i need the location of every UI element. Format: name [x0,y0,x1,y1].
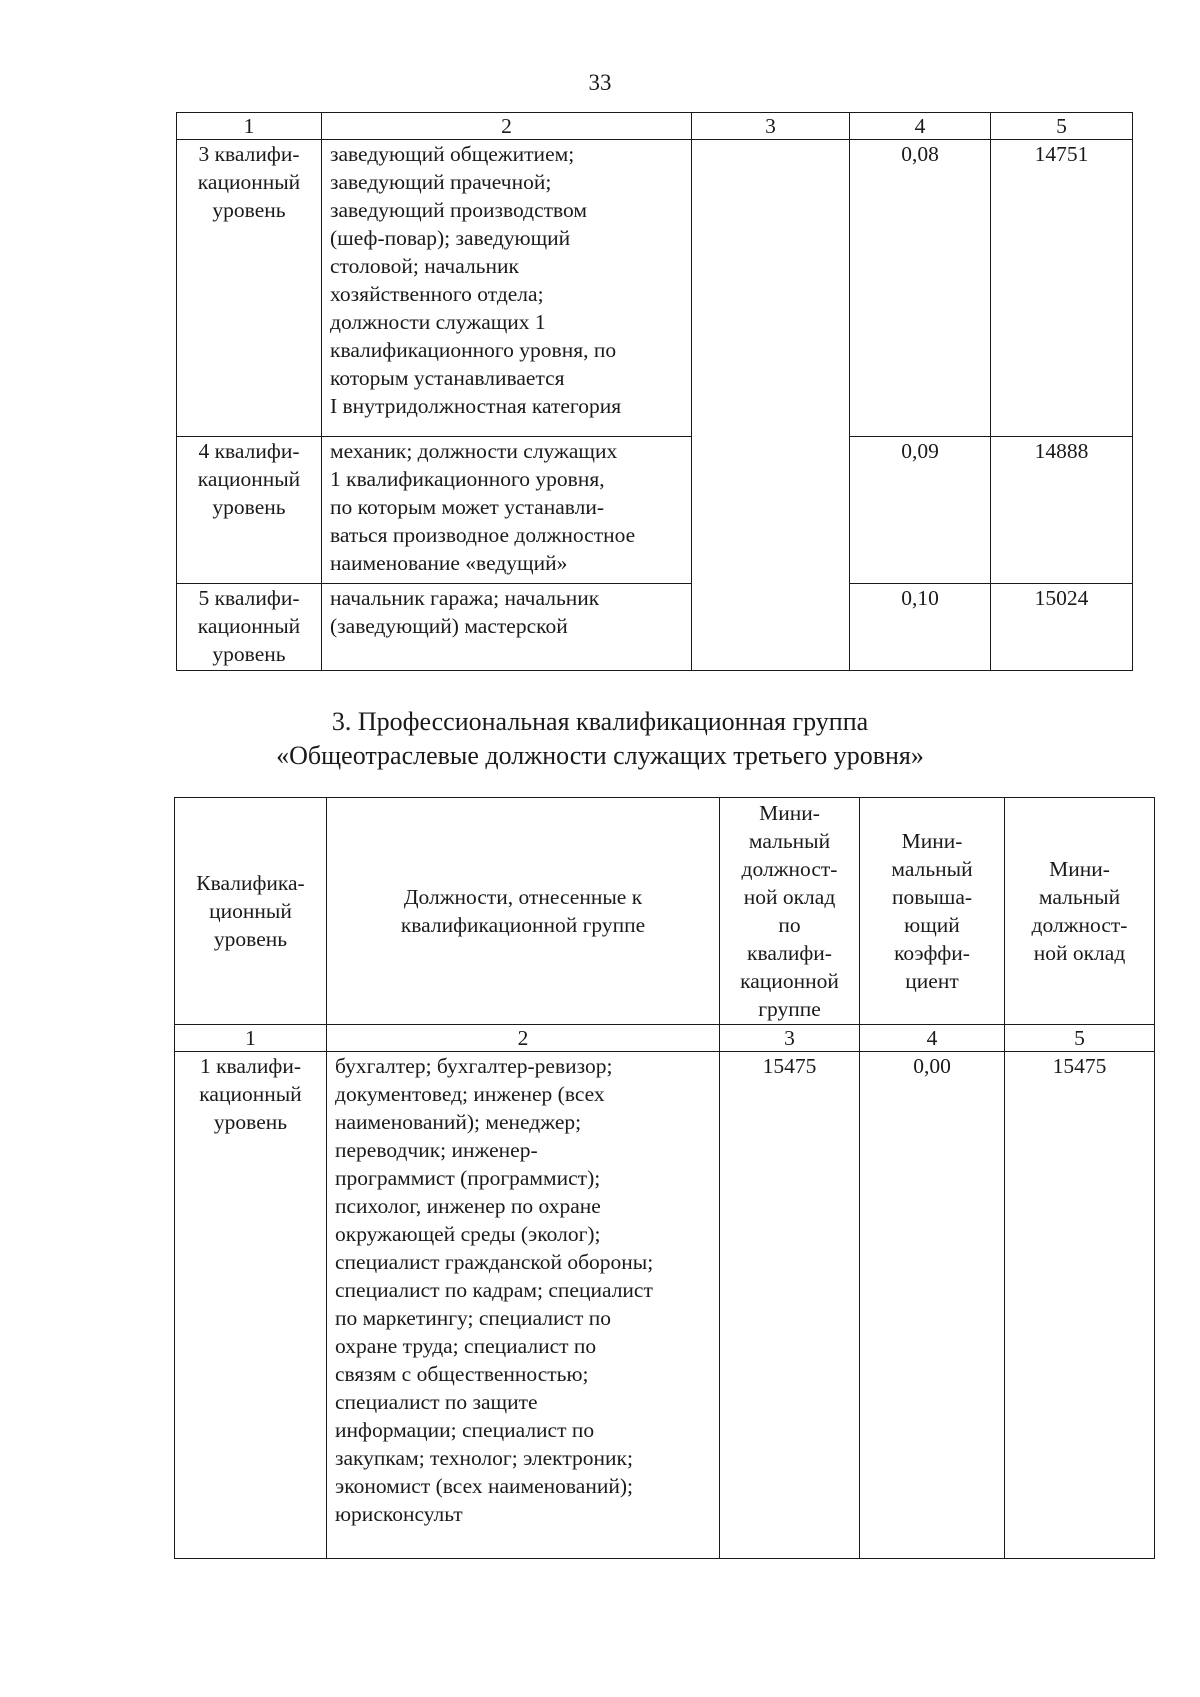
col-number: 2 [322,113,692,140]
salary-cell: 14751 [991,140,1133,437]
col-number: 5 [991,113,1133,140]
salary-cell: 14888 [991,437,1133,584]
positions-cell: начальник гаража; начальник (заведующий) мастерской [322,584,692,671]
header-qualification-level: Квалифика- ционный уровень [175,798,327,1025]
header-positions: Должности, отнесенные к квалификационной группе [327,798,720,1025]
positions-cell: заведующий общежитием; заведующий прачечной; заведующий производством (шеф-повар); заведующий столовой; начальник хозяйственного отдела; должности служащих 1 квалификационного уровня, по которым устанавливается I внутридолжностная категория [322,140,692,437]
header-row [175,798,1155,1025]
coefficient-cell: 0,00 [860,1052,1005,1559]
salary-cell: 15024 [991,584,1133,671]
table-row [177,140,1133,437]
coefficient-cell: 0,09 [850,437,991,584]
col-number: 1 [177,113,322,140]
section-title-line2: «Общеотраслевые должности служащих третьего уровня» [276,741,924,770]
page-number: 33 [588,70,612,95]
header-base-salary: Мини- мальный должност- ной оклад по квалифи- кационной группе [720,798,860,1025]
col-number: 2 [327,1025,720,1052]
qualification-level: 5 квалифи- кационный уровень [177,584,322,671]
col-number: 1 [175,1025,327,1052]
qualification-level: 1 квалифи- кационный уровень [175,1052,327,1559]
coefficient-cell: 0,08 [850,140,991,437]
col-number: 5 [1005,1025,1155,1052]
col-number: 3 [692,113,850,140]
qualification-table-group3 [174,797,1155,1559]
qualification-level: 4 квалифи- кационный уровень [177,437,322,584]
table-row [177,437,1133,584]
base-salary-cell: 15475 [720,1052,860,1559]
col-number: 3 [720,1025,860,1052]
coefficient-cell: 0,10 [850,584,991,671]
col-number: 4 [850,113,991,140]
column-number-row [177,113,1133,140]
column-number-row [175,1025,1155,1052]
qualification-table-continued [176,112,1133,671]
table-row [177,584,1133,671]
empty-column-3 [692,140,850,671]
section-title-line1: 3. Профессиональная квалификационная группа [331,707,869,736]
positions-cell: бухгалтер; бухгалтер-ревизор; документовед; инженер (всех наименований); менеджер; переводчик; инженер- программист (программист); психолог, инженер по охране окружающей среды (эколог); специалист гражданской обороны; специалист по кадрам; специалист по маркетингу; специалист по охране труда; специалист по связям с общественностью; специалист по защите информации; специалист по закупкам; технолог; электроник; экономист (всех наименований); юрисконсульт [327,1052,720,1559]
header-coefficient: Мини- мальный повыша- ющий коэффи- циент [860,798,1005,1025]
col-number: 4 [860,1025,1005,1052]
salary-cell: 15475 [1005,1052,1155,1559]
positions-cell: механик; должности служащих 1 квалификационного уровня, по которым может устанавли- ваться производное должностное наименование «ведущий» [322,437,692,584]
qualification-level: 3 квалифи- кационный уровень [177,140,322,437]
table-row [175,1052,1155,1559]
header-salary: Мини- мальный должност- ной оклад [1005,798,1155,1025]
